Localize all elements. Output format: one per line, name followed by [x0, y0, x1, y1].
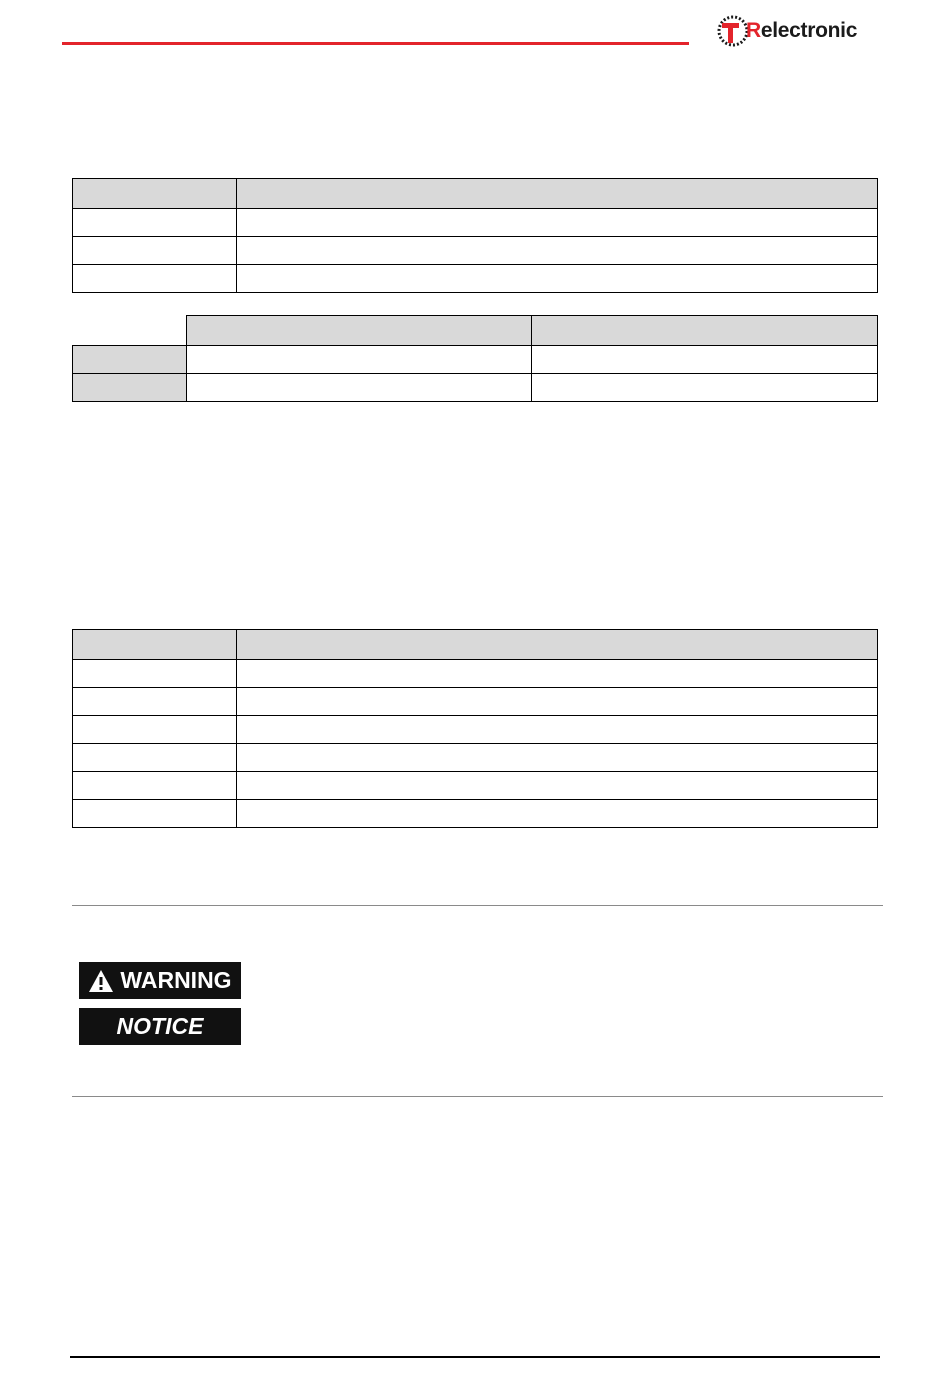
table-cell — [73, 688, 237, 716]
table-cell — [73, 772, 237, 800]
table-cell — [187, 374, 532, 402]
table-2 — [72, 315, 878, 402]
table-header-cell — [237, 179, 878, 209]
table-cell — [73, 800, 237, 828]
table-row — [73, 374, 878, 402]
header-rule — [62, 42, 689, 45]
table-row — [73, 744, 878, 772]
table-header-cell — [532, 316, 878, 346]
table-cell — [73, 265, 237, 293]
warning-label: WARNING — [120, 967, 232, 993]
table-row — [73, 237, 878, 265]
table-cell — [73, 660, 237, 688]
table-cell — [237, 688, 878, 716]
logo-wordmark: Relectronic — [746, 19, 858, 42]
table-header-row — [73, 630, 878, 660]
table-row — [73, 716, 878, 744]
table-row — [73, 800, 878, 828]
table-cell — [532, 374, 878, 402]
section-divider-bottom — [72, 1096, 883, 1097]
table-cell — [73, 744, 237, 772]
table-cell — [237, 660, 878, 688]
table-cell — [237, 744, 878, 772]
table-header-cell — [73, 179, 237, 209]
table-row — [73, 660, 878, 688]
table-cell — [187, 346, 532, 374]
table-cell — [237, 209, 878, 237]
footer-rule — [70, 1356, 880, 1358]
section-divider-top — [72, 905, 883, 906]
table-cell — [532, 346, 878, 374]
table-row-header-cell — [73, 374, 187, 402]
table-header-cell — [237, 630, 878, 660]
table-3 — [72, 629, 878, 828]
table-cell — [73, 716, 237, 744]
table-cell — [73, 209, 237, 237]
table-cell — [237, 800, 878, 828]
tr-logo-mark-icon — [716, 14, 750, 48]
table-1 — [72, 178, 878, 293]
notice-signal-word — [79, 1008, 241, 1045]
table-cell — [237, 237, 878, 265]
table-header-cell — [73, 630, 237, 660]
table-header-row — [73, 179, 878, 209]
table-cell — [237, 265, 878, 293]
table-cell — [73, 237, 237, 265]
table-header-cell — [187, 316, 532, 346]
table-row — [73, 772, 878, 800]
table-row — [73, 209, 878, 237]
table-row — [73, 346, 878, 374]
table-row-header-cell — [73, 346, 187, 374]
tr-electronic-logo — [716, 14, 876, 50]
table-cell — [237, 716, 878, 744]
table-corner-cell — [73, 316, 187, 346]
table-row — [73, 265, 878, 293]
warning-signal-word — [79, 962, 241, 999]
table-header-row — [73, 316, 878, 346]
notice-label: NOTICE — [116, 1013, 204, 1039]
table-cell — [237, 772, 878, 800]
warning-triangle-icon — [88, 969, 114, 993]
table-row — [73, 688, 878, 716]
